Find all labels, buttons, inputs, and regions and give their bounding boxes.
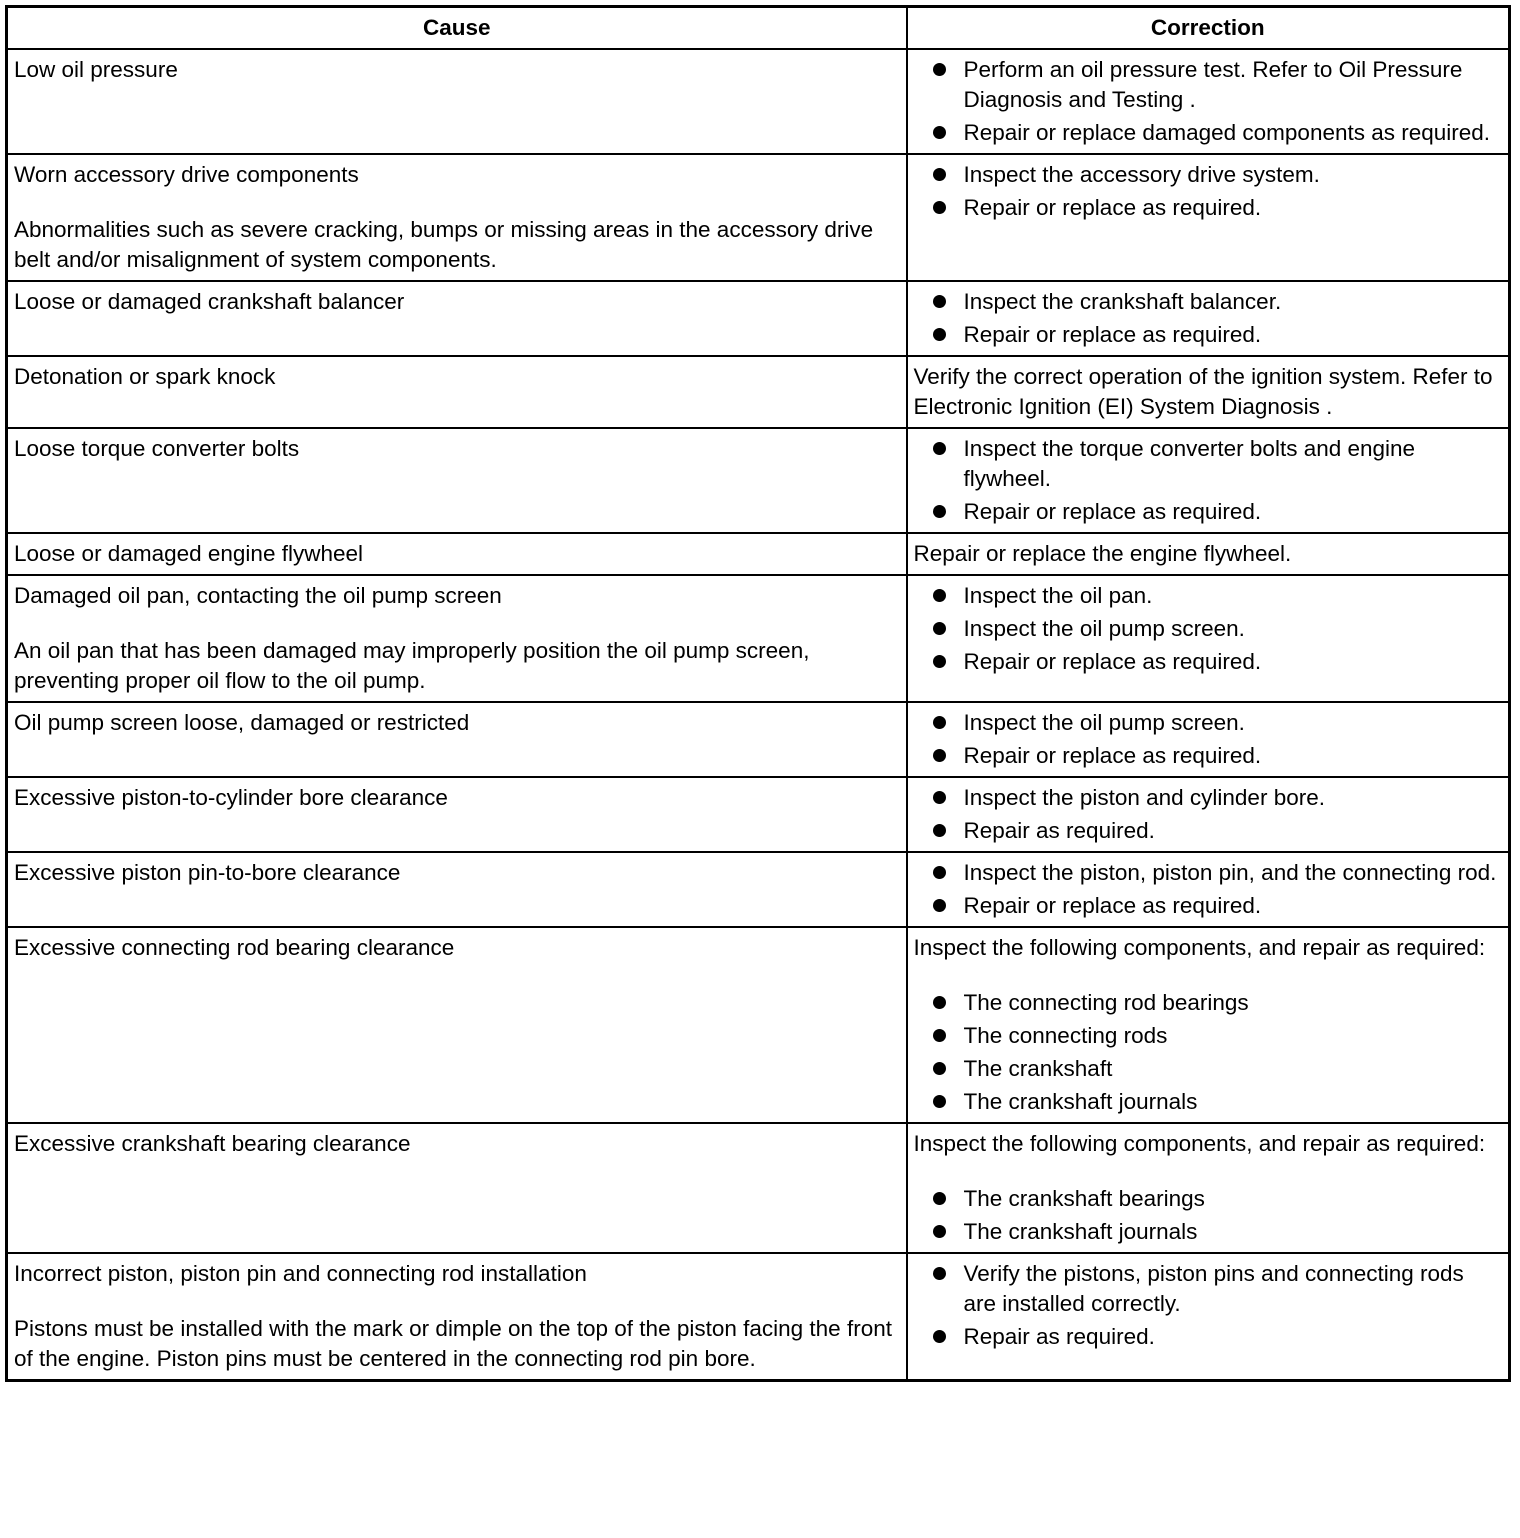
list-item-text: Repair or replace as required.	[963, 322, 1262, 347]
bullet-icon	[933, 899, 946, 912]
list-item	[914, 1322, 1503, 1352]
list-item	[914, 193, 1503, 223]
bullet-icon	[933, 622, 946, 635]
cause-text: Damaged oil pan, contacting the oil pump screen	[14, 583, 502, 608]
list-item-text: Repair or replace as required.	[963, 649, 1262, 674]
table-row	[7, 49, 1510, 154]
bullet-icon	[933, 328, 946, 341]
list-item	[914, 891, 1503, 921]
cause-detail-text: An oil pan that has been damaged may improperly position the oil pump screen, preventing proper oil flow to the oil pump.	[14, 638, 810, 693]
list-item	[914, 858, 1503, 888]
correction-text: Repair or replace the engine flywheel.	[913, 541, 1292, 566]
bullet-icon	[933, 1330, 946, 1343]
cause-text: Loose or damaged crankshaft balancer	[14, 289, 405, 314]
correction-cell	[907, 777, 1510, 852]
list-item-text: Verify the pistons, piston pins and connecting rods are installed correctly.	[963, 1261, 1464, 1316]
list-item	[914, 816, 1503, 846]
correction-bullet-list	[914, 287, 1503, 350]
cause-text: Loose torque converter bolts	[14, 436, 300, 461]
cause-cell	[7, 428, 907, 533]
correction-cell	[907, 852, 1510, 927]
list-item-text: Repair or replace as required.	[963, 893, 1262, 918]
list-item	[914, 55, 1503, 115]
correction-bullet-list	[914, 988, 1503, 1117]
table-row	[7, 1123, 1510, 1253]
bullet-icon	[933, 63, 946, 76]
bullet-icon	[933, 589, 946, 602]
bullet-icon	[933, 824, 946, 837]
list-item-text: The crankshaft journals	[963, 1219, 1198, 1244]
cause-detail-text: Abnormalities such as severe cracking, bumps or missing areas in the accessory drive belt and/or misalignment of system components.	[14, 217, 874, 272]
cause-text: Worn accessory drive components	[14, 162, 359, 187]
list-item	[914, 1087, 1503, 1117]
list-item-text: Inspect the accessory drive system.	[963, 162, 1320, 187]
list-item	[914, 988, 1503, 1018]
cause-text: Excessive piston pin-to-bore clearance	[14, 860, 401, 885]
cause-cell	[7, 533, 907, 575]
list-item-text: The connecting rods	[963, 1023, 1168, 1048]
bullet-icon	[933, 655, 946, 668]
bullet-icon	[933, 1192, 946, 1205]
list-item	[914, 320, 1503, 350]
bullet-icon	[933, 442, 946, 455]
correction-cell	[907, 533, 1510, 575]
list-item-text: Repair or replace as required.	[963, 499, 1262, 524]
list-item	[914, 1021, 1503, 1051]
bullet-icon	[933, 1029, 946, 1042]
cause-cell	[7, 281, 907, 356]
list-item	[914, 1054, 1503, 1084]
list-item-text: Inspect the oil pump screen.	[963, 710, 1245, 735]
list-item	[914, 434, 1503, 494]
cause-cell	[7, 154, 907, 281]
cause-text: Loose or damaged engine flywheel	[14, 541, 363, 566]
list-item	[914, 160, 1503, 190]
table-row	[7, 281, 1510, 356]
correction-bullet-list	[914, 581, 1503, 677]
correction-cell	[907, 1123, 1510, 1253]
correction-text: Verify the correct operation of the ignition system. Refer to Electronic Ignition (EI) System Diagnosis .	[913, 364, 1493, 419]
cause-cell	[7, 1123, 907, 1253]
correction-cell	[907, 154, 1510, 281]
list-item	[914, 581, 1503, 611]
bullet-icon	[933, 505, 946, 518]
table-row	[7, 428, 1510, 533]
list-item	[914, 118, 1503, 148]
cause-cell	[7, 702, 907, 777]
list-item	[914, 1217, 1503, 1247]
list-item	[914, 1259, 1503, 1319]
cause-text: Low oil pressure	[14, 57, 178, 82]
correction-bullet-list	[914, 858, 1503, 921]
bullet-icon	[933, 996, 946, 1009]
cause-text: Detonation or spark knock	[14, 364, 276, 389]
cause-cell	[7, 777, 907, 852]
list-item	[914, 1184, 1503, 1214]
list-item	[914, 783, 1503, 813]
cause-cell	[7, 852, 907, 927]
table-row	[7, 852, 1510, 927]
list-item-text: The crankshaft bearings	[963, 1186, 1205, 1211]
correction-cell	[907, 1253, 1510, 1381]
list-item	[914, 647, 1503, 677]
correction-cell	[907, 356, 1510, 428]
correction-bullet-list	[914, 1259, 1503, 1352]
list-item-text: Repair or replace as required.	[963, 195, 1262, 220]
table-row	[7, 1253, 1510, 1381]
table-row	[7, 702, 1510, 777]
list-item-text: Inspect the crankshaft balancer.	[963, 289, 1282, 314]
cause-cell	[7, 1253, 907, 1381]
table-row	[7, 356, 1510, 428]
cause-cell	[7, 575, 907, 702]
list-item-text: Repair or replace damaged components as required.	[963, 120, 1491, 145]
list-item-text: Perform an oil pressure test. Refer to Oil Pressure Diagnosis and Testing .	[963, 57, 1463, 112]
correction-bullet-list	[914, 783, 1503, 846]
bullet-icon	[933, 1267, 946, 1280]
bullet-icon	[933, 791, 946, 804]
bullet-icon	[933, 1225, 946, 1238]
list-item	[914, 614, 1503, 644]
list-item-text: Repair or replace as required.	[963, 743, 1262, 768]
list-item-text: Inspect the piston and cylinder bore.	[963, 785, 1325, 810]
cause-text: Excessive connecting rod bearing clearance	[14, 935, 455, 960]
list-item-text: Repair as required.	[963, 1324, 1155, 1349]
table-row	[7, 154, 1510, 281]
table-row	[7, 927, 1510, 1123]
correction-cell	[907, 927, 1510, 1123]
list-item-text: The connecting rod bearings	[963, 990, 1249, 1015]
correction-cell	[907, 575, 1510, 702]
cause-detail-text: Pistons must be installed with the mark or dimple on the top of the piston facing the front of the engine. Piston pins must be centered in the connecting rod pin bore.	[14, 1316, 892, 1371]
correction-column-header: Correction	[907, 7, 1510, 50]
bullet-icon	[933, 168, 946, 181]
list-item-text: Inspect the piston, piston pin, and the connecting rod.	[963, 860, 1497, 885]
bullet-icon	[933, 126, 946, 139]
list-item-text: The crankshaft	[963, 1056, 1113, 1081]
cause-cell	[7, 927, 907, 1123]
list-item-text: The crankshaft journals	[963, 1089, 1198, 1114]
bullet-icon	[933, 1095, 946, 1108]
bullet-icon	[933, 749, 946, 762]
bullet-icon	[933, 295, 946, 308]
list-item-text: Inspect the torque converter bolts and engine flywheel.	[963, 436, 1416, 491]
table-body	[7, 49, 1510, 1381]
diagnostic-table-container	[5, 5, 1511, 1382]
cause-text: Excessive crankshaft bearing clearance	[14, 1131, 411, 1156]
correction-bullet-list	[914, 1184, 1503, 1247]
cause-text: Oil pump screen loose, damaged or restricted	[14, 710, 470, 735]
correction-bullet-list	[914, 708, 1503, 771]
correction-bullet-list	[914, 55, 1503, 148]
bullet-icon	[933, 1062, 946, 1075]
list-item-text: Repair as required.	[963, 818, 1155, 843]
table-row	[7, 533, 1510, 575]
list-item-text: Inspect the oil pan.	[963, 583, 1153, 608]
bullet-icon	[933, 201, 946, 214]
list-item-text: Inspect the oil pump screen.	[963, 616, 1245, 641]
correction-bullet-list	[914, 160, 1503, 223]
correction-cell	[907, 49, 1510, 154]
correction-text: Inspect the following components, and repair as required:	[913, 1131, 1486, 1156]
cause-cell	[7, 49, 907, 154]
cause-text: Excessive piston-to-cylinder bore clearance	[14, 785, 448, 810]
bullet-icon	[933, 716, 946, 729]
correction-text: Inspect the following components, and repair as required:	[913, 935, 1486, 960]
list-item	[914, 708, 1503, 738]
header-row	[7, 7, 1510, 50]
correction-bullet-list	[914, 434, 1503, 527]
correction-cell	[907, 702, 1510, 777]
bullet-icon	[933, 866, 946, 879]
table-row	[7, 777, 1510, 852]
list-item	[914, 497, 1503, 527]
cause-column-header: Cause	[7, 7, 907, 50]
cause-cell	[7, 356, 907, 428]
cause-text: Incorrect piston, piston pin and connecting rod installation	[14, 1261, 587, 1286]
diagnostic-table	[5, 5, 1511, 1382]
correction-cell	[907, 281, 1510, 356]
correction-cell	[907, 428, 1510, 533]
list-item	[914, 287, 1503, 317]
table-row	[7, 575, 1510, 702]
list-item	[914, 741, 1503, 771]
